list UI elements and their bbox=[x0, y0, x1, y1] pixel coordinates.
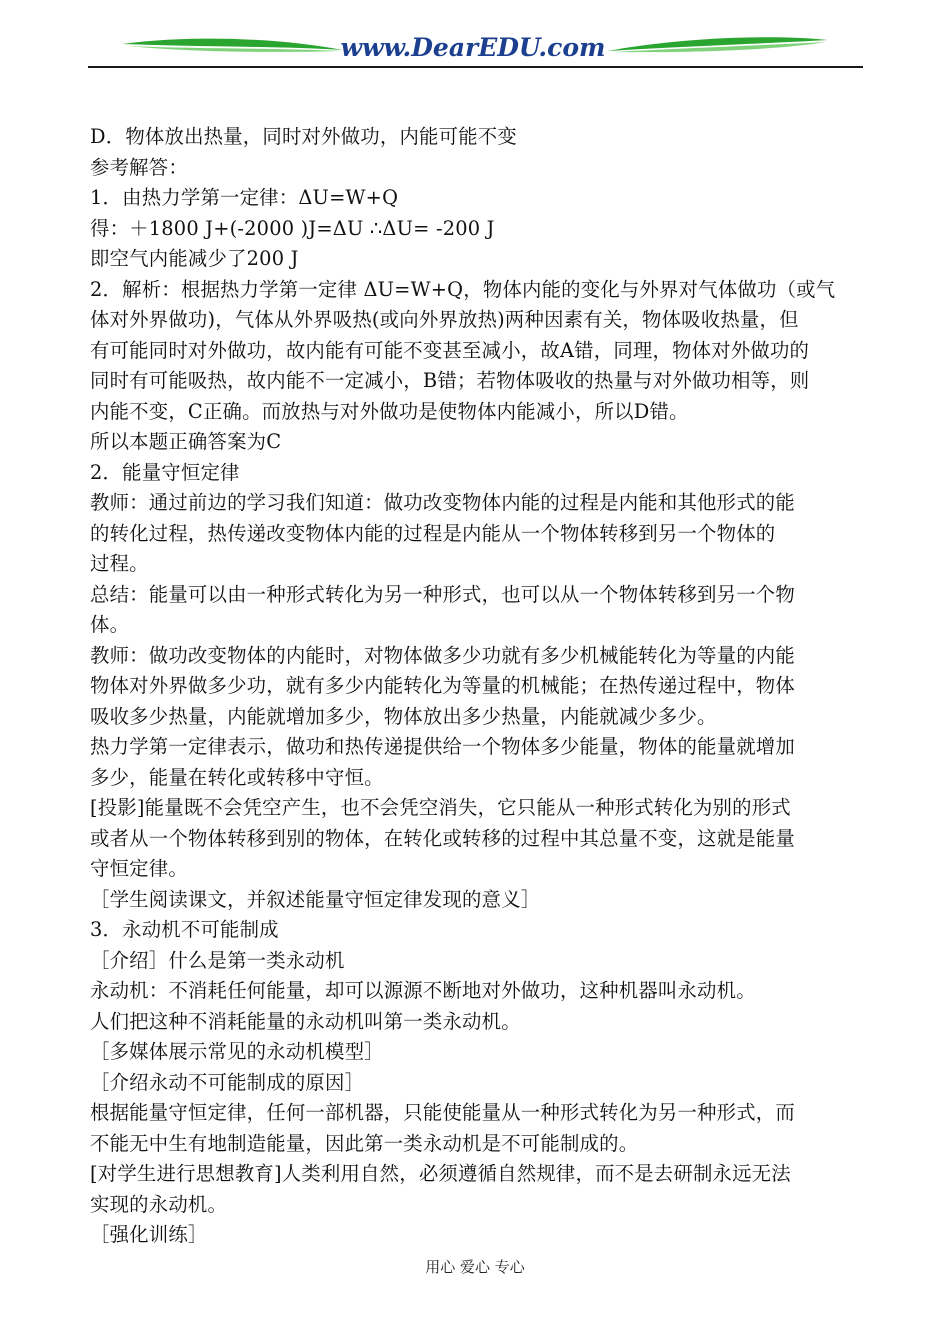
text-line: 不能无中生有地制造能量，因此第一类永动机是不可能制成的。 bbox=[90, 1131, 639, 1155]
text-line: ［多媒体展示常见的永动机模型］ bbox=[90, 1040, 384, 1063]
text-line: 人们把这种不消耗能量的永动机叫第一类永动机。 bbox=[90, 1009, 521, 1033]
text-line: 总结：能量可以由一种形式转化为另一种形式，也可以从一个物体转移到另一个物 bbox=[90, 582, 795, 606]
text-line: 2．解析：根据热力学第一定律 ΔU=W+Q，物体内能的变化与外界对气体做功（或气 bbox=[90, 277, 836, 301]
text-line: 或者从一个物体转移到别的物体，在转化或转移的过程中其总量不变，这就是能量 bbox=[90, 826, 795, 850]
text-line: 同时有可能吸热，故内能不一定减小，B错；若物体吸收的热量与对外做功相等，则 bbox=[90, 369, 810, 392]
text-line: 过程。 bbox=[90, 552, 149, 575]
text-line: ［强化训练］ bbox=[90, 1223, 208, 1246]
text-line: 教师：通过前边的学习我们知道：做功改变物体内能的过程是内能和其他形式的能 bbox=[90, 491, 795, 514]
text-line: 永动机：不消耗任何能量，却可以源源不断地对外做功，这种机器叫永动机。 bbox=[90, 979, 756, 1002]
text-line: 体对外界做功)，气体从外界吸热(或向外界放热)两种因素有关，物体吸收热量，但 bbox=[90, 308, 799, 331]
swoosh-logo-graphic bbox=[88, 30, 863, 70]
text-line: D．物体放出热量，同时对外做功，内能可能不变 bbox=[90, 125, 517, 148]
text-line: 实现的永动机。 bbox=[90, 1192, 228, 1216]
text-line: 守恒定律。 bbox=[90, 857, 188, 880]
text-line: [对学生进行思想教育]人类利用自然，必须遵循自然规律，而不是去研制永远无法 bbox=[90, 1162, 791, 1185]
text-line: ［学生阅读课文，并叙述能量守恒定律发现的意义］ bbox=[90, 887, 541, 911]
text-line: 吸收多少热量，内能就增加多少，物体放出多少热量，内能就减少多少。 bbox=[90, 704, 717, 728]
site-header-banner bbox=[88, 30, 863, 70]
text-line: 得：＋1800 J+(-2000 )J=ΔU ∴ΔU= -200 J bbox=[90, 216, 495, 240]
document-body bbox=[90, 122, 870, 1251]
text-line: 多少，能量在转化或转移中守恒。 bbox=[90, 765, 384, 789]
header-divider bbox=[88, 66, 863, 68]
text-line: 物体对外界做多少功，就有多少内能转化为等量的机械能；在热传递过程中，物体 bbox=[90, 674, 795, 697]
text-line: 教师：做功改变物体的内能时，对物体做多少功就有多少机械能转化为等量的内能 bbox=[90, 643, 795, 667]
text-line: 参考解答： bbox=[90, 155, 188, 179]
text-line: 体。 bbox=[90, 613, 130, 636]
text-line: [投影]能量既不会凭空产生，也不会凭空消失，它只能从一种形式转化为别的形式 bbox=[90, 796, 791, 819]
text-line: 即空气内能减少了200 J bbox=[90, 247, 299, 270]
text-line: ［介绍］什么是第一类永动机 bbox=[90, 948, 345, 972]
text-line: ［介绍永动不可能制成的原因］ bbox=[90, 1070, 365, 1094]
text-line: 有可能同时对外做功，故内能有可能不变甚至减小，故A错，同理，物体对外做功的 bbox=[90, 338, 810, 362]
text-line: 根据能量守恒定律，任何一部机器，只能使能量从一种形式转化为另一种形式，而 bbox=[90, 1101, 795, 1124]
text-line: 热力学第一定律表示，做功和热传递提供给一个物体多少能量，物体的能量就增加 bbox=[90, 735, 795, 758]
text-line: 3．永动机不可能制成 bbox=[90, 918, 279, 941]
page-footer: 用心 爱心 专心 bbox=[425, 1258, 525, 1276]
text-line: 所以本题正确答案为C bbox=[90, 430, 282, 453]
text-line: 2．能量守恒定律 bbox=[90, 460, 240, 484]
site-url-text: www.DearEDU.com bbox=[340, 33, 606, 62]
text-line: 内能不变，C正确。而放热与对外做功是使物体内能减小，所以D错。 bbox=[90, 399, 689, 423]
text-line: 1．由热力学第一定律：ΔU=W+Q bbox=[90, 186, 399, 209]
text-line: 的转化过程，热传递改变物体内能的过程是内能从一个物体转移到另一个物体的 bbox=[90, 521, 776, 545]
